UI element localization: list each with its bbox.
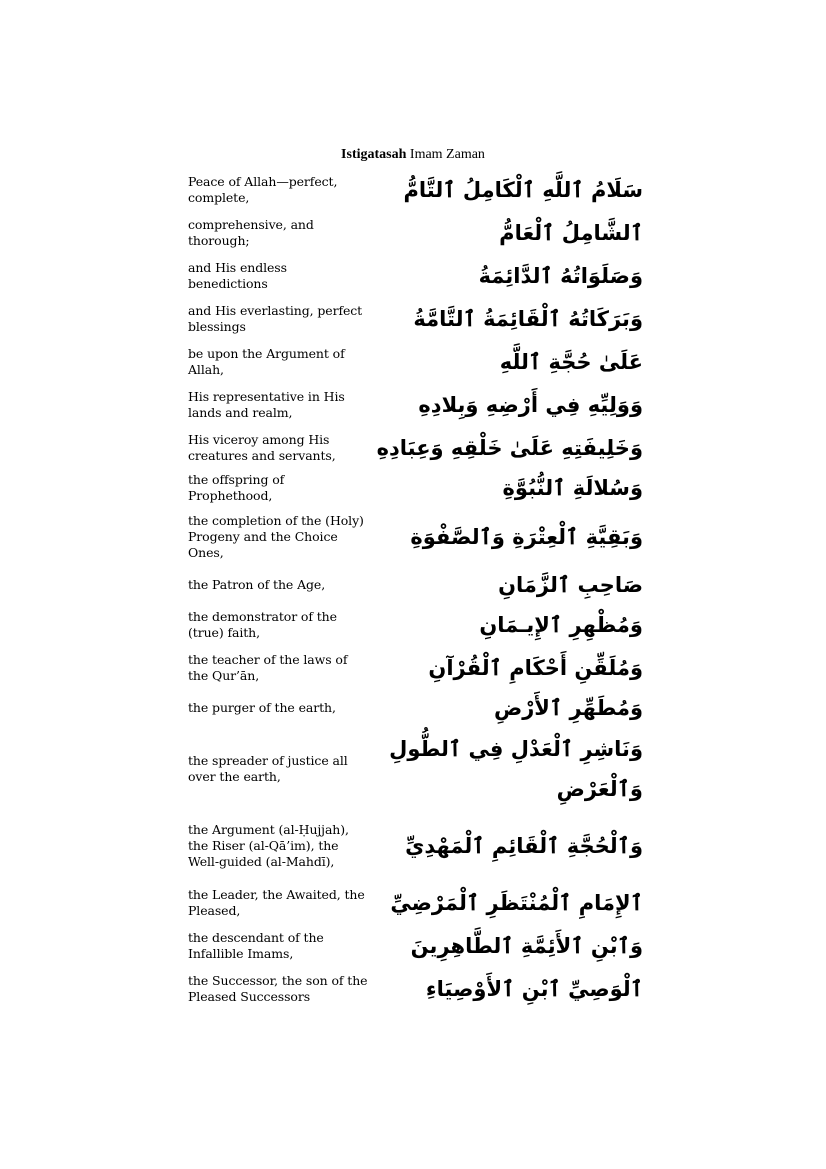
title-part-2: Imam Zaman [409,147,485,162]
arabic-text: وَنَاشِرِ ٱلْعَدْلِ فِي ٱلطُّولِ وَٱلْعَرْضِ [389,736,643,801]
arabic-text: وَٱلْحُجَّةِ ٱلْقَائِمِ ٱلْمَهْدِيِّ [405,834,643,858]
arabic-text: وَمُطَهِّرِ ٱلأَرْضِ [493,695,643,720]
supplication-row [188,566,643,603]
arabic-text: وَبَقِيَّةِ ٱلْعِتْرَةِ وَٱلصَّفْوَةِ [410,524,643,549]
supplication-row [188,811,643,881]
english-translation: the teacher of the laws of the Qur’ān, [188,651,348,683]
english-translation: the demonstrator of the (true) faith, [188,608,337,640]
arabic-text: ٱلشَّامِلُ ٱلْعَامُّ [499,220,643,245]
arabic-text: صَاحِبِ ٱلزَّمَانِ [498,572,643,597]
supplication-row [188,726,643,811]
arabic-text: ٱلْوَصِيِّ ٱبْنِ ٱلأَوْصِيَاءِ [425,976,643,1001]
english-translation: His representative in His lands and realm, [188,388,345,420]
english-translation: the completion of the (Holy) Progeny and the Choice Ones, [188,512,364,560]
english-translation: and His endless benedictions [188,259,287,291]
supplication-row [188,254,643,297]
arabic-text: وَبَرَكَاتُهُ ٱلْقَائِمَةُ ٱلتَّامَّةُ [413,306,643,331]
supplication-row [188,383,643,426]
arabic-text: وَخَلِيفَتِهِ عَلَىٰ خَلْقِهِ وَعِبَادِهِ [376,435,643,460]
supplication-row [188,881,643,924]
english-translation: the Leader, the Awaited, the Pleased, [188,886,365,918]
arabic-text: وَصَلَوَاتُهُ ٱلدَّائِمَةُ [478,263,643,288]
supplication-row [188,297,643,340]
arabic-text: وَمُظْهِرِ ٱلإِيـمَانِ [479,612,643,637]
english-translation: His viceroy among His creatures and servants, [188,431,336,463]
supplication-row [188,603,643,646]
supplication-row [188,689,643,726]
english-translation: the Successor, the son of the Pleased Successors [188,972,368,1004]
english-translation: the purger of the earth, [188,699,336,715]
arabic-text: سَلَامُ ٱللَّهِ ٱلْكَامِلُ ٱلتَّامُّ [403,177,643,202]
english-translation: the Argument (al-Ḥujjah), the Riser (al-Qā’im), the Well-guided (al-Mahdī), [188,822,349,869]
supplication-row [188,924,643,967]
page-title [0,147,826,163]
english-translation: and His everlasting, perfect blessings [188,302,363,334]
supplication-row [188,967,643,1010]
supplication-row [188,211,643,254]
supplication-row [188,426,643,469]
english-translation: Peace of Allah—perfect, complete, [188,173,338,205]
supplication-row [188,168,643,211]
supplication-row [188,340,643,383]
arabic-text: عَلَىٰ حُجَّةِ ٱللَّهِ [499,349,643,374]
arabic-text: وَوَلِيِّهِ فِي أَرْضِهِ وَبِلادِهِ [418,392,643,417]
supplication-row [188,469,643,507]
english-translation: the Patron of the Age, [188,576,326,592]
english-translation: be upon the Argument of Allah, [188,345,345,377]
supplication-table [188,168,643,1010]
english-translation: the descendant of the Infallible Imams, [188,929,324,961]
english-translation: the spreader of justice all over the earth, [188,752,348,784]
arabic-text: وَسُلالَةِ ٱلنُّبُوَّةِ [502,476,643,500]
arabic-text: وَٱبْنِ ٱلأَئِمَّةِ ٱلطَّاهِرِينَ [410,933,643,958]
english-translation: the offspring of Prophethood, [188,472,285,503]
title-part-1: Istigatasah [341,147,407,162]
arabic-text: وَمُلَقِّنِ أَحْكَامِ ٱلْقُرْآنِ [428,655,643,680]
supplication-row [188,507,643,566]
english-translation: comprehensive, and thorough; [188,216,314,248]
arabic-text: ٱلإِمَامِ ٱلْمُنْتَظَرِ ٱلْمَرْضِيِّ [390,890,643,915]
supplication-row [188,646,643,689]
